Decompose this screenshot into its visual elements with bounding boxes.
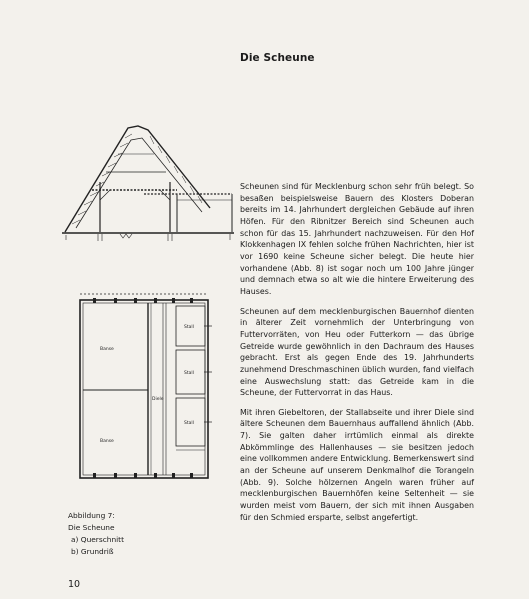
caption-figure-label: Abbildung 7: — [68, 511, 115, 520]
page-heading: Die Scheune — [240, 52, 315, 64]
page-number: 10 — [68, 579, 81, 590]
caption-title: Die Scheune — [68, 523, 115, 532]
caption-item-b: b) Grundriß — [71, 547, 114, 556]
barn-floor-plan-drawing — [78, 292, 213, 487]
plan-label-banse-bottom: Banse — [100, 439, 114, 444]
plan-label-stall-3: Stall — [184, 421, 194, 426]
paragraph: Scheunen sind für Mecklenburg schon sehr früh belegt. So besaßen beispielsweise Bauern des Klosters Doberan bereits im 14. Jahrhundert dergleichen Gebäude auf ihren Höfen. Für den Ribnitzer Bereich sind Scheunen auch schon für das 15. Jahrhundert nachzuweisen. Für den Hof Klokkenhagen IX fehlen solche frühen Nachrichten, hier ist vor 1690 keine Scheune sicher belegt. Die heute hier vorhandene (Abb. 8) ist sogar noch um 100 Jahre jünger und demnach etwa so alt wie die hintere Erweiterung des Hauses. — [240, 182, 474, 296]
plan-label-stall-2: Stall — [184, 371, 194, 376]
paragraph: Mit ihren Giebeltoren, der Stallabseite und ihrer Diele sind ältere Scheunen dem Bauernhaus auffallend ähnlich (Abb. 7). Sie galten daher irrtümlich einmal als direkte Abkömmlinge des Hallenhauses — sie besitzen jedoch eine vollkommen andere Entwicklung. Bemerkenswert sind an der Scheune auf unserem Denkmalhof die Torangeln (Abb. 9). Solche hölzernen Angeln waren früher auf mecklenburgischen Bauernhöfen keine Seltenheit — sie wurden meist vom Bauern, der sich mit ihnen Ausgaben für den Schmied ersparte, selbst angefertigt. — [240, 407, 474, 522]
plan-label-diele: Diele — [152, 397, 164, 402]
barn-cross-section-drawing — [62, 120, 234, 245]
paragraph: Scheunen auf dem mecklenburgischen Bauernhof dienten in älterer Zeit vornehmlich der Unterbringung von Futtervorräten, von Heu oder Futterkorn — das übrige Getreide wurde gewöhnlich in den Dachraum des Hauses gebracht. Erst als gegen Ende des 19. Jahrhunderts zunehmend Dreschmaschinen üblich wurden, fand vielfach eine Auswechslung statt: das Getreide kam in die Scheune, der Futtervorrat in das Haus. — [240, 306, 474, 398]
plan-label-stall-1: Stall — [184, 325, 194, 330]
caption-item-a: a) Querschnitt — [71, 535, 124, 544]
plan-label-banse-top: Banse — [100, 347, 114, 352]
body-text — [240, 181, 474, 531]
figure-caption — [68, 510, 124, 558]
